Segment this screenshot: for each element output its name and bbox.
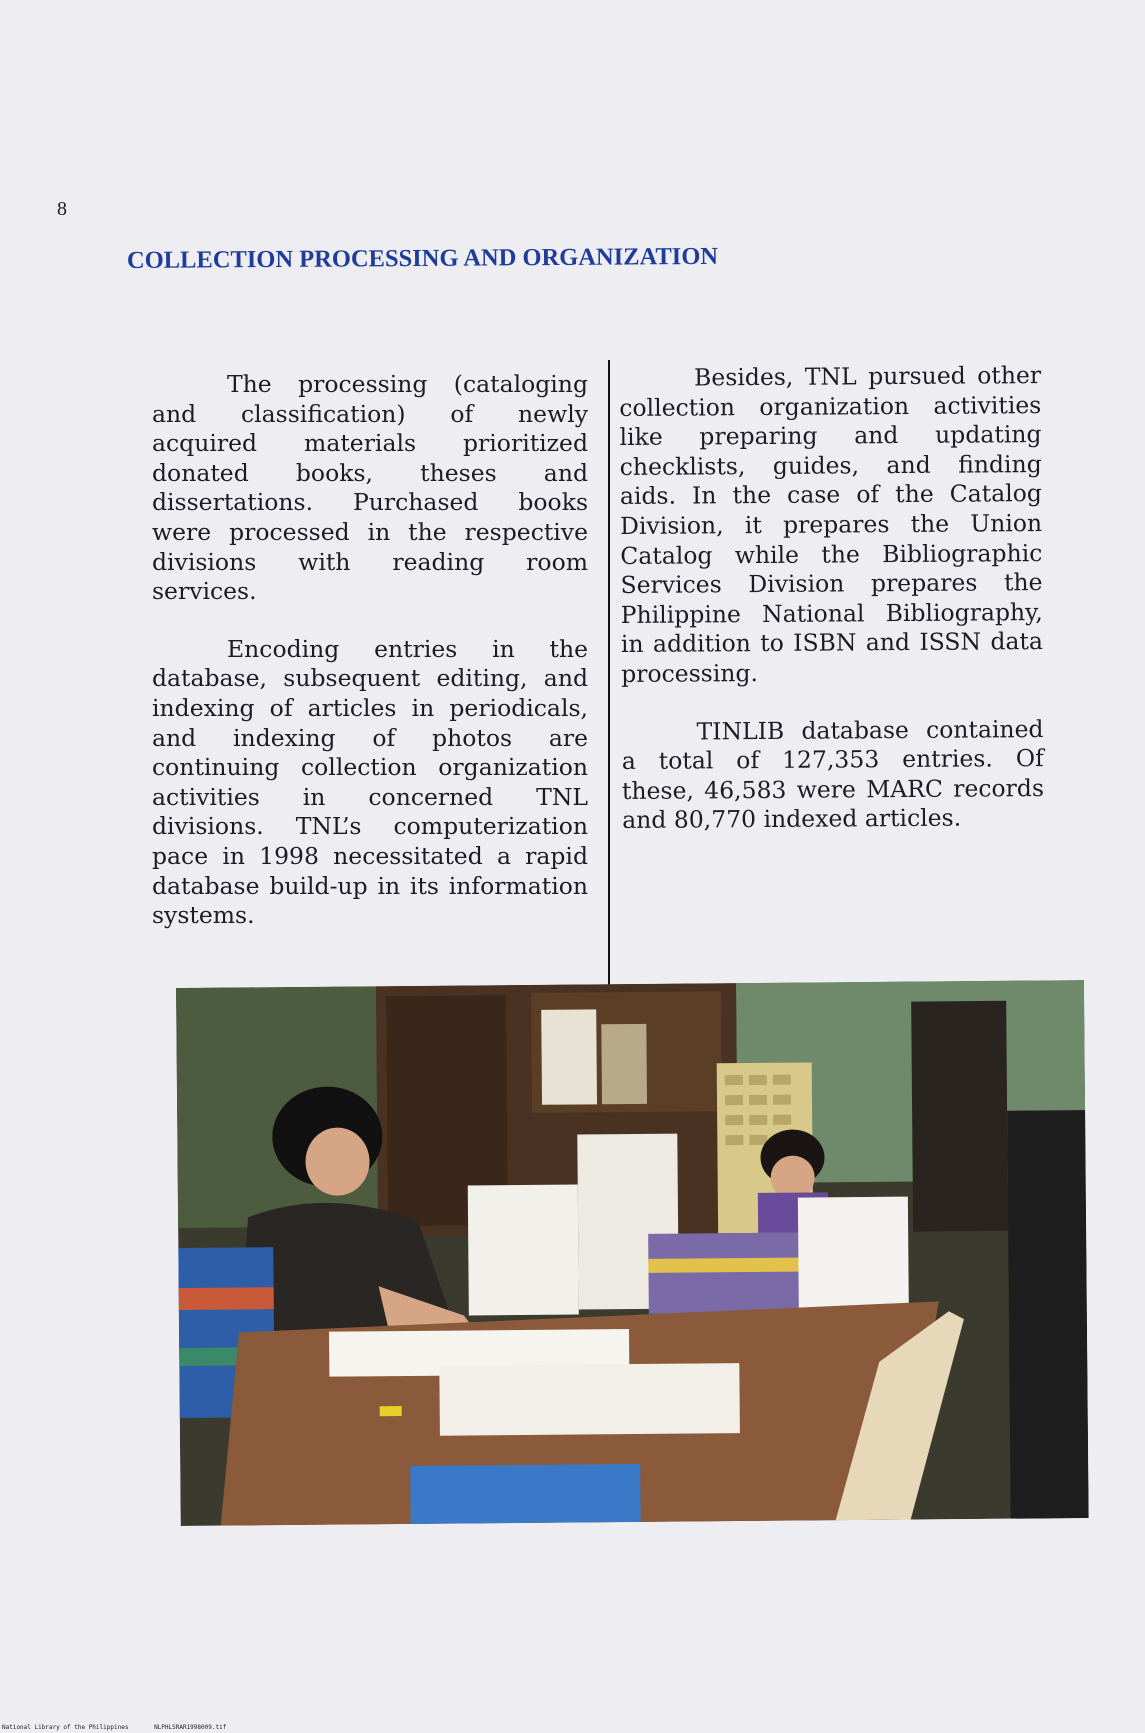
photo-yellow-marker (380, 1406, 402, 1416)
photo-woman-face (305, 1127, 370, 1196)
right-paragraph-2: TINLIB database contained a total of 127,353 entries. Of these, 46,583 were MARC records and 80,770 indexed articles. (621, 714, 1045, 835)
photo-book-stack-center (468, 1185, 579, 1316)
left-paragraph-1: The processing (cataloging and classification) of newly acquired materials prioritized donated books, theses and dissertations. Purchased books were processed in the respective divisions with reading room services. (152, 370, 588, 606)
photo-book-stack-colored (648, 1232, 809, 1313)
library-staff-photo (176, 980, 1089, 1526)
page-footer (2, 1724, 226, 1731)
photo-blue-book (410, 1464, 640, 1524)
photo-book-stack-left-stripe (179, 1287, 274, 1310)
left-column (152, 370, 588, 959)
page-number: 8 (57, 198, 67, 220)
right-column (619, 361, 1044, 864)
footer-file: NLPHLSRAR1998009.tif (154, 1724, 227, 1731)
photo-book-stack-colored-stripe (648, 1257, 808, 1272)
column-divider (608, 360, 610, 992)
photo-papers-2 (439, 1363, 740, 1436)
photo-door (911, 1001, 1008, 1232)
photo-file-cabinet (1007, 1110, 1089, 1519)
photo-shelf-books (541, 1009, 597, 1104)
right-paragraph-1: Besides, TNL pursued other collection organization activities like preparing and updating checklists, guides, and finding aids. In the case of the Catalog Division, it prepares the Union Catalog while the Bibliographic Services Division prepares the Philippine National Bibliography, in addition to ISBN and ISSN data processing. (619, 361, 1044, 688)
photo-shelf-books-2 (601, 1024, 647, 1104)
footer-source: National Library of the Philippines (2, 1724, 129, 1731)
section-heading: COLLECTION PROCESSING AND ORGANIZATION (126, 242, 719, 274)
left-paragraph-2: Encoding entries in the database, subsequent editing, and indexing of articles in periodicals, and indexing of photos are continuing collection organization activities in concerned TNL divisions. TNL’s computerization pace in 1998 necessitated a rapid database build-up in its information systems. (152, 634, 588, 930)
